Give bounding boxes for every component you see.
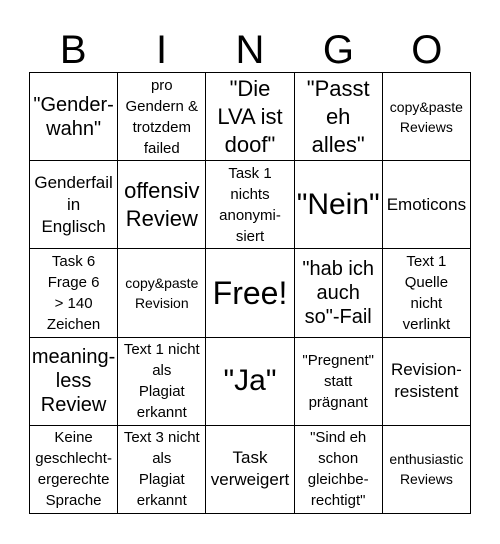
bingo-cell[interactable] [295,161,383,249]
bingo-header [29,20,471,80]
header-letter-i: I [156,28,168,72]
bingo-cell[interactable] [30,161,118,249]
bingo-cell[interactable] [206,73,294,161]
bingo-cell[interactable] [295,249,383,337]
bingo-cell[interactable] [206,338,294,426]
bingo-cell[interactable] [295,426,383,514]
bingo-cell-text: Revision- resistent [390,360,462,402]
bingo-cell[interactable] [118,426,206,514]
bingo-cell-text: copy&paste Revision [125,274,199,311]
bingo-cell[interactable] [30,338,118,426]
bingo-cell[interactable] [206,426,294,514]
bingo-cell[interactable] [295,338,383,426]
bingo-cell[interactable] [383,161,471,249]
bingo-cell-text: offensiv Review [124,177,200,231]
bingo-cell-text: Genderfail in Englisch [34,172,113,236]
bingo-cell-text: "Die LVA ist doof" [217,75,283,157]
header-letter-n: N [235,28,265,72]
bingo-cell[interactable] [383,73,471,161]
header-letter-b: B [59,28,87,72]
free-space-text: Free! [212,274,288,311]
bingo-cell-text: Text 1 nicht als Plagiat erkannt [123,341,200,422]
bingo-cell-text: pro Gendern & trotzdem failed [125,76,199,157]
header-letter-o: O [411,28,443,72]
bingo-cell-text: "Passt eh alles" [306,75,370,157]
bingo-cell-text: Emoticons [386,194,467,214]
bingo-cell-text: "Pregnent" statt prägnant [302,351,374,411]
bingo-cell-text: Keine geschlecht- ergerechte Sprache [35,429,112,510]
bingo-cell[interactable] [118,161,206,249]
bingo-cell-text: "hab ich auch so"-Fail [302,257,374,328]
bingo-cell-text: Task verweigert [210,448,290,490]
bingo-cell-text: Task 1 nichts anonymi- siert [219,164,281,245]
bingo-cell[interactable] [30,73,118,161]
bingo-cell-text: "Nein" [296,187,380,221]
bingo-cell-text: Text 3 nicht als Plagiat erkannt [123,429,200,510]
bingo-cell-text: "Gender- wahn" [33,93,114,140]
bingo-cell[interactable] [30,426,118,514]
bingo-cell[interactable] [118,249,206,337]
bingo-board [29,72,471,514]
bingo-cell[interactable] [30,249,118,337]
bingo-cell[interactable] [383,426,471,514]
bingo-cell[interactable] [206,161,294,249]
bingo-cell-text: Task 6 Frage 6 > 140 Zeichen [46,252,101,333]
bingo-cell-text: enthusiastic Reviews [389,451,464,488]
bingo-cell[interactable] [118,338,206,426]
bingo-cell[interactable] [383,249,471,337]
free-space[interactable] [206,249,294,337]
bingo-cell-text: "Ja" [223,364,277,398]
bingo-cell-text: meaning- less Review [31,346,116,417]
bingo-cell-text: Text 1 Quelle nicht verlinkt [402,252,451,333]
bingo-cell[interactable] [295,73,383,161]
bingo-cell-text: "Sind eh schon gleichbe- rechtigt" [307,429,369,510]
bingo-cell[interactable] [118,73,206,161]
bingo-cell-text: copy&paste Reviews [389,98,463,135]
bingo-cell[interactable] [383,338,471,426]
header-letter-g: G [322,28,354,72]
